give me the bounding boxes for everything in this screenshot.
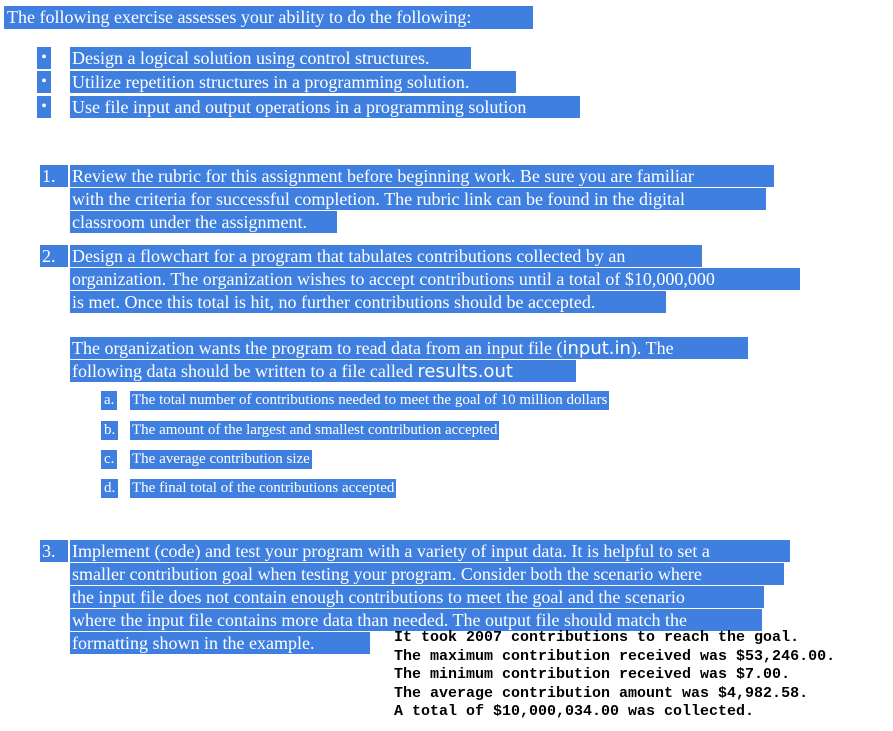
bullet-icon: • <box>37 47 51 69</box>
step-3-line-2: smaller contribution goal when testing your program. Consider both the scenario where <box>70 563 784 585</box>
para-text: The organization wants the program to read data from an input file ( <box>72 338 563 358</box>
step-1-line-2: with the criteria for successful completion. The rubric link can be found in the digital <box>70 188 766 210</box>
input-filename: input.in <box>562 338 631 359</box>
subitem-label: a. <box>101 391 117 410</box>
subitem-text: The average contribution size <box>132 451 310 467</box>
subitem-text: The final total of the contributions accepted <box>132 480 395 496</box>
step-2-line-1: Design a flowchart for a program that tabulates contributions collected by an <box>70 245 702 267</box>
step-2-para2-line-1 <box>70 337 748 359</box>
step-2-para2-line-2 <box>70 360 576 382</box>
intro-text: The following exercise assesses your ability to do the following: <box>4 6 533 29</box>
output-line: The maximum contribution received was $53,246.00. <box>394 648 836 665</box>
output-line: The minimum contribution received was $7.00. <box>394 666 791 683</box>
bullet-icon: • <box>37 71 51 93</box>
subitem-text: The total number of contributions needed to meet the goal of 10 million dollars <box>132 392 608 408</box>
subitem-label: b. <box>101 421 118 440</box>
output-line: It took 2007 contributions to reach the goal. <box>394 629 800 646</box>
step-1-line-3: classroom under the assignment. <box>70 211 337 233</box>
para-text: ). The <box>630 338 674 358</box>
step-2-line-3: is met. Once this total is hit, no further contributions should be accepted. <box>70 291 666 313</box>
output-line: A total of $10,000,034.00 was collected. <box>394 703 755 720</box>
step-number: 1. <box>40 165 68 187</box>
step-3-line-1: Implement (code) and test your program with a variety of input data. It is helpful to set a <box>70 540 790 562</box>
subitem-label: c. <box>101 450 117 469</box>
bullet-icon: • <box>37 96 51 118</box>
objective-2: Utilize repetition structures in a programming solution. <box>70 71 516 93</box>
subitem-label: d. <box>101 479 118 498</box>
step-1-line-1: Review the rubric for this assignment before beginning work. Be sure you are familiar <box>70 165 774 187</box>
step-3-line-5: formatting shown in the example. <box>70 632 370 654</box>
step-2-line-2: organization. The organization wishes to accept contributions until a total of $10,000,000 <box>70 268 800 290</box>
objective-1: Design a logical solution using control structures. <box>70 47 471 69</box>
step-3-line-3: the input file does not contain enough contributions to meet the goal and the scenario <box>70 586 764 608</box>
step-number: 3. <box>40 540 68 562</box>
objective-3: Use file input and output operations in a programming solution <box>70 96 580 118</box>
subitem-text: The amount of the largest and smallest contribution accepted <box>132 422 498 438</box>
output-filename: results.out <box>417 361 513 382</box>
para-text: following data should be written to a file called <box>72 361 418 381</box>
output-line: The average contribution amount was $4,982.58. <box>394 685 809 702</box>
step-3-line-4: where the input file contains more data than needed. The output file should match the <box>70 609 762 631</box>
step-number: 2. <box>40 245 68 267</box>
